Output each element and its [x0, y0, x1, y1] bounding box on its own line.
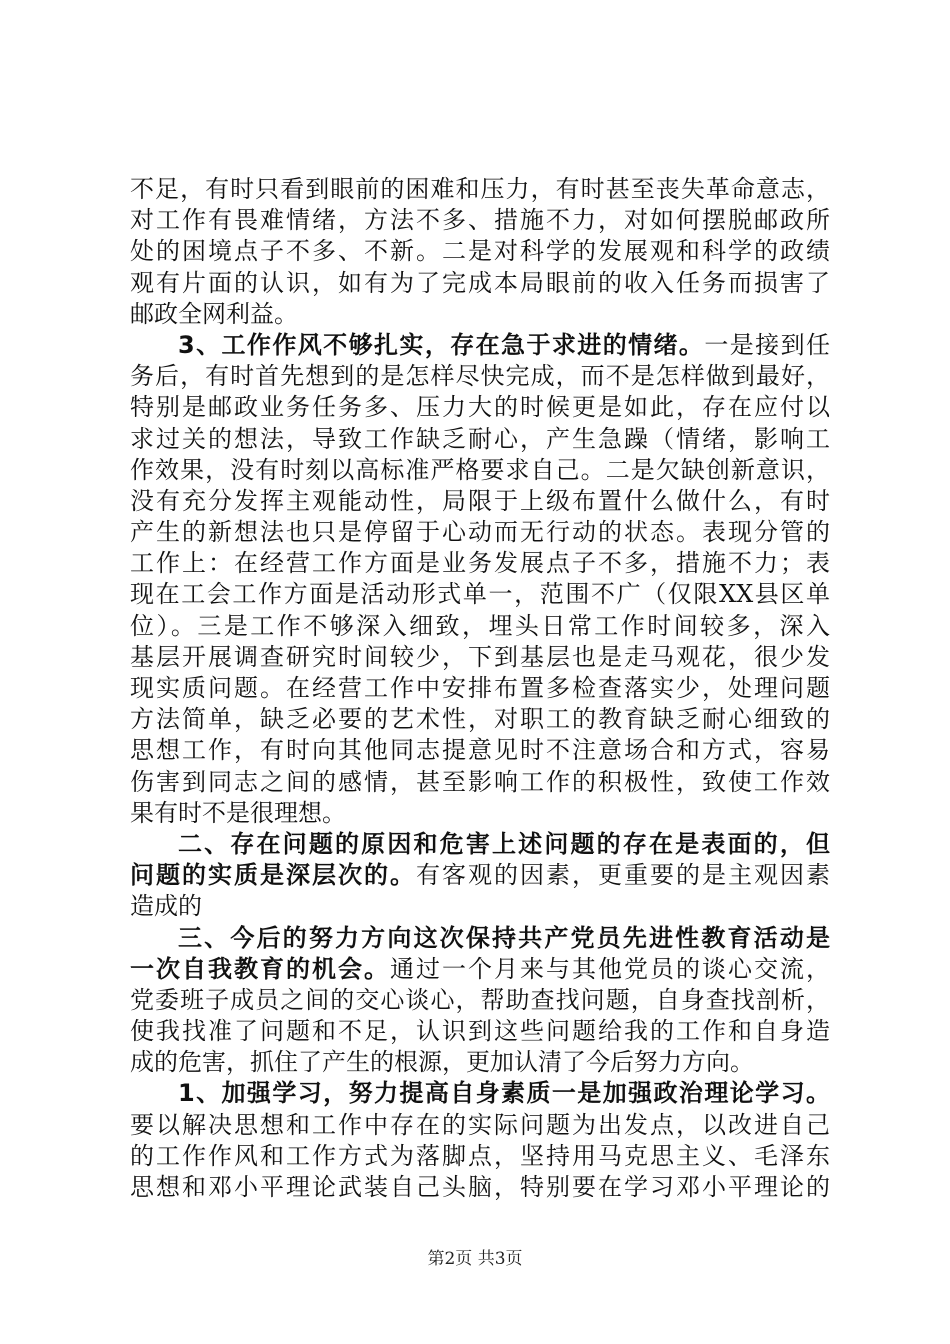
section-heading-3-main: 三、今后的努力方向这次保持共产党员先进性教育活动是 — [178, 923, 830, 952]
page-number: 第2页 共3页 — [427, 1249, 523, 1269]
document-body — [130, 174, 830, 1203]
body-line: 思想和邓小平理论武装自己头脑，特别要在学习邓小平理论的 — [130, 1173, 830, 1201]
body-line: 邮政全网利益。 — [130, 299, 298, 328]
body-text: 一是接到任 — [704, 330, 830, 359]
body-line: 思想工作，有时向其他同志提意见时不注意场合和方式，容易 — [130, 736, 830, 765]
body-line: 使我找准了问题和不足，认识到这些问题给我的工作和自身造 — [130, 1017, 830, 1046]
section-heading-line — [130, 954, 830, 985]
section-heading-2-cont: 问题的实质是深层次的。 — [130, 861, 416, 890]
body-line: 产生的新想法也只是停留于心动而无行动的状态。表现分管的 — [130, 518, 830, 547]
section-heading-line — [130, 330, 830, 361]
body-line: 要以解决思想和工作中存在的实际问题为出发点，以改进自己 — [130, 1110, 830, 1139]
body-text: 通过一个月来与其他党员的谈心交流， — [390, 954, 830, 983]
body-line: 位）。三是工作不够深入细致，埋头日常工作时间较多，深入 — [130, 611, 830, 640]
body-line: 作效果，没有时刻以高标准严格要求自己。二是欠缺创新意识， — [130, 455, 830, 484]
body-line: 基层开展调查研究时间较少，下到基层也是走马观花，很少发 — [130, 642, 830, 671]
body-line: 伤害到同志之间的感情，甚至影响工作的积极性，致使工作效 — [130, 767, 830, 796]
body-line: 务后，有时首先想到的是怎样尽快完成，而不是怎样做到最好， — [130, 362, 830, 391]
body-line: 观有片面的认识，如有为了完成本局眼前的收入任务而损害了 — [130, 268, 830, 297]
body-line: 的工作作风和工作方式为落脚点，坚持用马克思主义、毛泽东 — [130, 1141, 830, 1170]
page-footer — [0, 1244, 950, 1269]
body-line: 方法简单，缺乏必要的艺术性，对职工的教育缺乏耐心细致的 — [130, 705, 830, 734]
section-heading-3-cont: 一次自我教育的机会。 — [130, 954, 390, 983]
section-heading-1: 1、加强学习，努力提高自身素质一是加强政治理论学习。 — [178, 1079, 830, 1108]
body-line: 党委班子成员之间的交心谈心，帮助查找问题，自身查找剖析， — [130, 985, 830, 1014]
body-line: 处的困境点子不多、不新。二是对科学的发展观和科学的政绩 — [130, 237, 830, 266]
body-line: 果有时不是很理想。 — [130, 798, 346, 827]
body-line: 工作上：在经营工作方面是业务发展点子不多，措施不力；表 — [130, 549, 830, 578]
body-line: 现在工会工作方面是活动形式单一，范围不广（仅限XX县区单 — [130, 580, 830, 609]
body-line: 没有充分发挥主观能动性，局限于上级布置什么做什么，有时 — [130, 486, 830, 515]
body-line: 不足，有时只看到眼前的困难和压力，有时甚至丧失革命意志， — [130, 175, 830, 203]
body-line: 成的危害，抓住了产生的根源，更加认清了今后努力方向。 — [130, 1048, 754, 1077]
body-line: 特别是邮政业务任务多、压力大的时候更是如此，存在应付以 — [130, 393, 830, 422]
body-text: 有客观的因素，更重要的是主观因素 — [416, 861, 830, 890]
body-line: 造成的 — [130, 892, 202, 921]
body-line: 现实质问题。在经营工作中安排布置多检查落实少，处理问题 — [130, 674, 830, 702]
section-heading-line — [130, 860, 830, 891]
body-line: 对工作有畏难情绪，方法不多、措施不力，对如何摆脱邮政所 — [130, 206, 830, 235]
section-heading-2: 二、存在问题的原因和危害上述问题的存在是表面的，但 — [178, 829, 830, 858]
body-line: 求过关的想法，导致工作缺乏耐心，产生急躁（情绪，影响工 — [130, 424, 830, 453]
section-heading-3: 3、工作作风不够扎实，存在急于求进的情绪。 — [178, 330, 705, 359]
